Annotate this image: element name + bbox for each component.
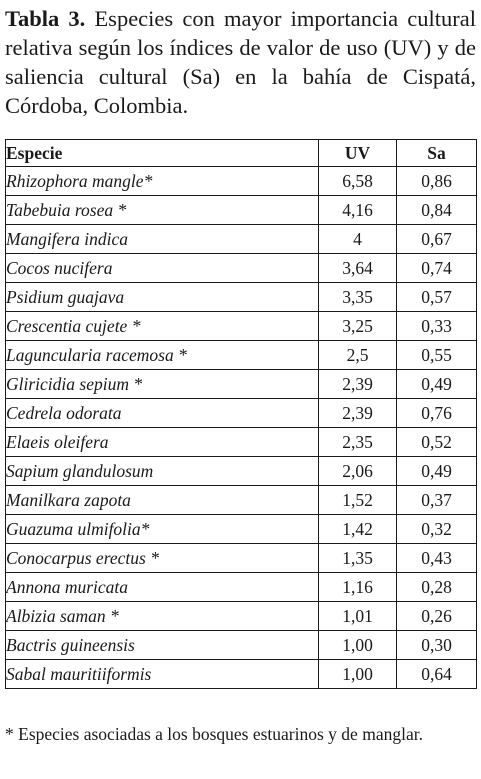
cell-uv: 2,06 bbox=[319, 457, 397, 486]
cell-sa: 0,57 bbox=[397, 283, 477, 312]
cell-sa: 0,49 bbox=[397, 457, 477, 486]
cell-especie: Annona muricata bbox=[6, 573, 319, 602]
cell-sa: 0,76 bbox=[397, 399, 477, 428]
cell-sa: 0,26 bbox=[397, 602, 477, 631]
cell-uv: 1,35 bbox=[319, 544, 397, 573]
cell-sa: 0,30 bbox=[397, 631, 477, 660]
cell-uv: 1,00 bbox=[319, 631, 397, 660]
cell-uv: 1,16 bbox=[319, 573, 397, 602]
table-row bbox=[6, 515, 477, 544]
header-sa: Sa bbox=[397, 140, 477, 167]
cell-especie: Rhizophora mangle* bbox=[6, 167, 319, 196]
table-row bbox=[6, 225, 477, 254]
table-row bbox=[6, 312, 477, 341]
cell-sa: 0,55 bbox=[397, 341, 477, 370]
header-uv: UV bbox=[319, 140, 397, 167]
table-row bbox=[6, 573, 477, 602]
table-row bbox=[6, 370, 477, 399]
table-footnote: * Especies asociadas a los bosques estuarinos y de manglar. bbox=[5, 724, 423, 744]
cell-sa: 0,37 bbox=[397, 486, 477, 515]
table-row bbox=[6, 196, 477, 225]
cell-sa: 0,33 bbox=[397, 312, 477, 341]
table-row bbox=[6, 341, 477, 370]
cell-uv: 3,25 bbox=[319, 312, 397, 341]
cell-especie: Albizia saman * bbox=[6, 602, 319, 631]
cell-especie: Cedrela odorata bbox=[6, 399, 319, 428]
table-row bbox=[6, 428, 477, 457]
cell-uv: 1,42 bbox=[319, 515, 397, 544]
cell-uv: 3,64 bbox=[319, 254, 397, 283]
cell-especie: Manilkara zapota bbox=[6, 486, 319, 515]
cell-uv: 2,39 bbox=[319, 399, 397, 428]
table-caption-label: Tabla 3. bbox=[5, 6, 86, 31]
cell-uv: 1,00 bbox=[319, 660, 397, 689]
cell-uv: 3,35 bbox=[319, 283, 397, 312]
table-row bbox=[6, 544, 477, 573]
cell-especie: Laguncularia racemosa * bbox=[6, 341, 319, 370]
cell-sa: 0,43 bbox=[397, 544, 477, 573]
cell-especie: Gliricidia sepium * bbox=[6, 370, 319, 399]
table-row bbox=[6, 660, 477, 689]
header-especie: Especie bbox=[6, 140, 319, 167]
table-row bbox=[6, 399, 477, 428]
table-row bbox=[6, 254, 477, 283]
cell-sa: 0,32 bbox=[397, 515, 477, 544]
table-row bbox=[6, 631, 477, 660]
cell-uv: 2,5 bbox=[319, 341, 397, 370]
cell-sa: 0,67 bbox=[397, 225, 477, 254]
cell-especie: Bactris guineensis bbox=[6, 631, 319, 660]
cell-sa: 0,74 bbox=[397, 254, 477, 283]
table-row bbox=[6, 283, 477, 312]
cell-especie: Sapium glandulosum bbox=[6, 457, 319, 486]
cell-uv: 2,35 bbox=[319, 428, 397, 457]
cell-sa: 0,64 bbox=[397, 660, 477, 689]
species-table bbox=[5, 139, 477, 689]
cell-especie: Sabal mauritiiformis bbox=[6, 660, 319, 689]
cell-especie: Psidium guajava bbox=[6, 283, 319, 312]
cell-uv: 6,58 bbox=[319, 167, 397, 196]
cell-uv: 2,39 bbox=[319, 370, 397, 399]
cell-sa: 0,52 bbox=[397, 428, 477, 457]
cell-uv: 4 bbox=[319, 225, 397, 254]
table-row bbox=[6, 486, 477, 515]
cell-uv: 4,16 bbox=[319, 196, 397, 225]
cell-especie: Cocos nucifera bbox=[6, 254, 319, 283]
table-row bbox=[6, 167, 477, 196]
table-header-row bbox=[6, 140, 477, 167]
cell-especie: Tabebuia rosea * bbox=[6, 196, 319, 225]
table-caption-text: Especies con mayor importancia cultural relativa según los índices de valor de uso (UV) y de saliencia cultural (Sa) en la bahía de Cispatá, Córdoba, Colombia. bbox=[5, 6, 476, 118]
cell-sa: 0,49 bbox=[397, 370, 477, 399]
cell-sa: 0,84 bbox=[397, 196, 477, 225]
cell-especie: Crescentia cujete * bbox=[6, 312, 319, 341]
cell-especie: Elaeis oleifera bbox=[6, 428, 319, 457]
cell-sa: 0,86 bbox=[397, 167, 477, 196]
table-row bbox=[6, 457, 477, 486]
table-row bbox=[6, 602, 477, 631]
cell-especie: Guazuma ulmifolia* bbox=[6, 515, 319, 544]
cell-uv: 1,52 bbox=[319, 486, 397, 515]
table-caption bbox=[5, 4, 476, 120]
cell-especie: Conocarpus erectus * bbox=[6, 544, 319, 573]
cell-uv: 1,01 bbox=[319, 602, 397, 631]
cell-sa: 0,28 bbox=[397, 573, 477, 602]
cell-especie: Mangifera indica bbox=[6, 225, 319, 254]
